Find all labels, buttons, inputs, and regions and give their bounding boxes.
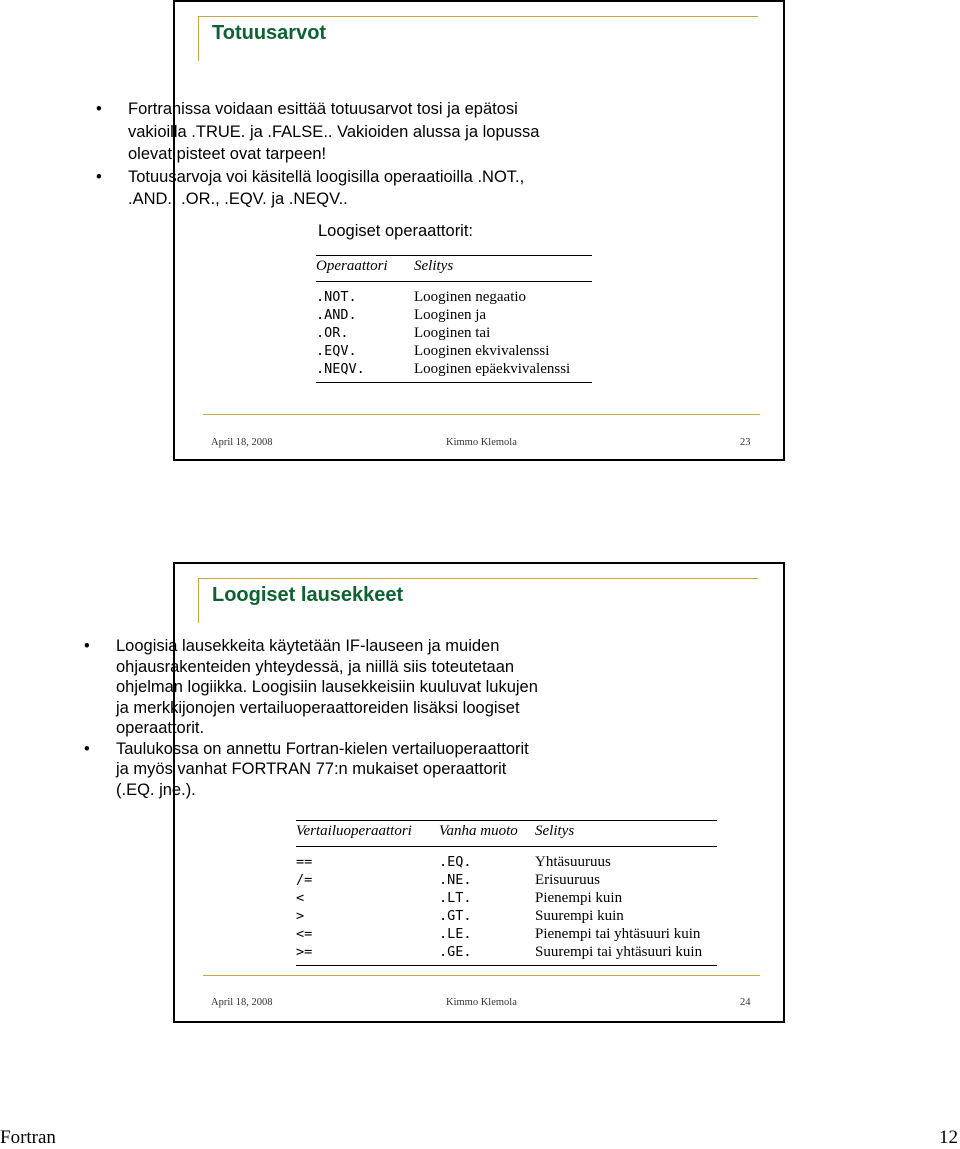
page-footer-number: 12 [939,1127,958,1148]
footer-author: Kimmo Klemola [446,997,517,1008]
table-cell: .OR. [316,325,349,341]
table-cell: > [296,908,305,924]
table-cell: .NE. [439,872,472,888]
table-row [316,306,592,324]
page-footer-title: Fortran [0,1127,56,1148]
footer-date: April 18, 2008 [211,997,273,1008]
table-cell: Erisuuruus [535,872,600,888]
title-frame [198,578,758,623]
table-cell: Looginen epäekvivalenssi [414,360,592,383]
table-cell: >= [296,943,439,966]
table-header: Selitys [535,821,717,847]
bullet-item: • Totuusarvoja voi käsitellä loogisilla operaatioilla .NOT., .AND., .OR., .EQV. ja .NEQV.. [96,166,566,211]
footer-page-number: 23 [740,437,751,448]
table-header: Operaattori [316,256,414,282]
table-header-row [296,821,717,847]
table-caption: Loogiset operaattorit: [318,222,474,240]
bullet-item: • Loogisia lausekkeita käytetään IF-lauseen ja muiden ohjausrakenteiden yhteydessä, ja niillä siis toteutetaan ohjelman logiikka. Loogisiin lausekkeisiin kuuluvat lukujen ja merkkijonojen vertailuoperaattoreiden lisäksi loogiset operaattorit. [84,636,544,739]
table-row [296,907,717,925]
table-header: Vanha muoto [439,821,535,847]
footer-author: Kimmo Klemola [446,437,517,448]
slide-title: Totuusarvot [212,22,327,44]
table-cell: Pienempi tai yhtäsuuri kuin [535,926,701,942]
footer-divider [203,414,760,415]
table-cell: Suurempi kuin [535,908,624,924]
slide-23 [173,0,785,461]
bullet-item: • Fortranissa voidaan esittää totuusarvot tosi ja epätosi vakioilla .TRUE. ja .FALSE.. Vakioiden alussa ja lopussa olevat pisteet ovat tarpeen! [96,98,566,166]
footer-page-number: 24 [740,997,751,1008]
table-cell: == [296,854,313,870]
table-cell: Looginen tai [414,325,491,341]
table-cell: .NEQV. [316,360,414,383]
table-cell: .NOT. [316,289,357,305]
footer-divider [203,975,760,976]
table-cell: /= [296,872,313,888]
logical-operators-table [316,255,592,383]
title-frame [198,16,758,61]
table-cell: <= [296,926,313,942]
table-row [316,324,592,342]
table-cell: .GE. [439,943,535,966]
bullet-list [96,98,566,211]
table-cell: .EQV. [316,343,357,359]
table-row [296,871,717,889]
table-cell: .GT. [439,908,472,924]
table-cell: .LT. [439,890,472,906]
footer-date: April 18, 2008 [211,437,273,448]
table-row [296,943,717,966]
table-row [296,925,717,943]
table-cell: < [296,890,305,906]
table-cell: Looginen negaatio [414,289,527,305]
bullet-list [84,636,544,800]
table-cell: Yhtäsuuruus [535,854,611,870]
table-cell: .LE. [439,926,472,942]
table-header: Selitys [414,256,592,282]
table-row [316,342,592,360]
slide-title: Loogiset lausekkeet [212,584,404,606]
table-cell: Pienempi kuin [535,890,623,906]
table-cell: Looginen ekvivalenssi [414,343,550,359]
table-cell: Looginen ja [414,307,487,323]
table-header: Vertailuoperaattori [296,821,439,847]
table-header-row [316,256,592,282]
table-row [296,889,717,907]
bullet-item: • Taulukossa on annettu Fortran-kielen vertailuoperaattorit ja myös vanhat FORTRAN 77:n mukaiset operaattorit (.EQ. jne.). [84,739,544,801]
table-cell: Suurempi tai yhtäsuuri kuin [535,943,717,966]
table-row [296,847,717,872]
table-row [316,360,592,383]
table-cell: .AND. [316,307,357,323]
table-row [316,282,592,307]
comparison-operators-table [296,820,717,966]
table-cell: .EQ. [439,854,472,870]
